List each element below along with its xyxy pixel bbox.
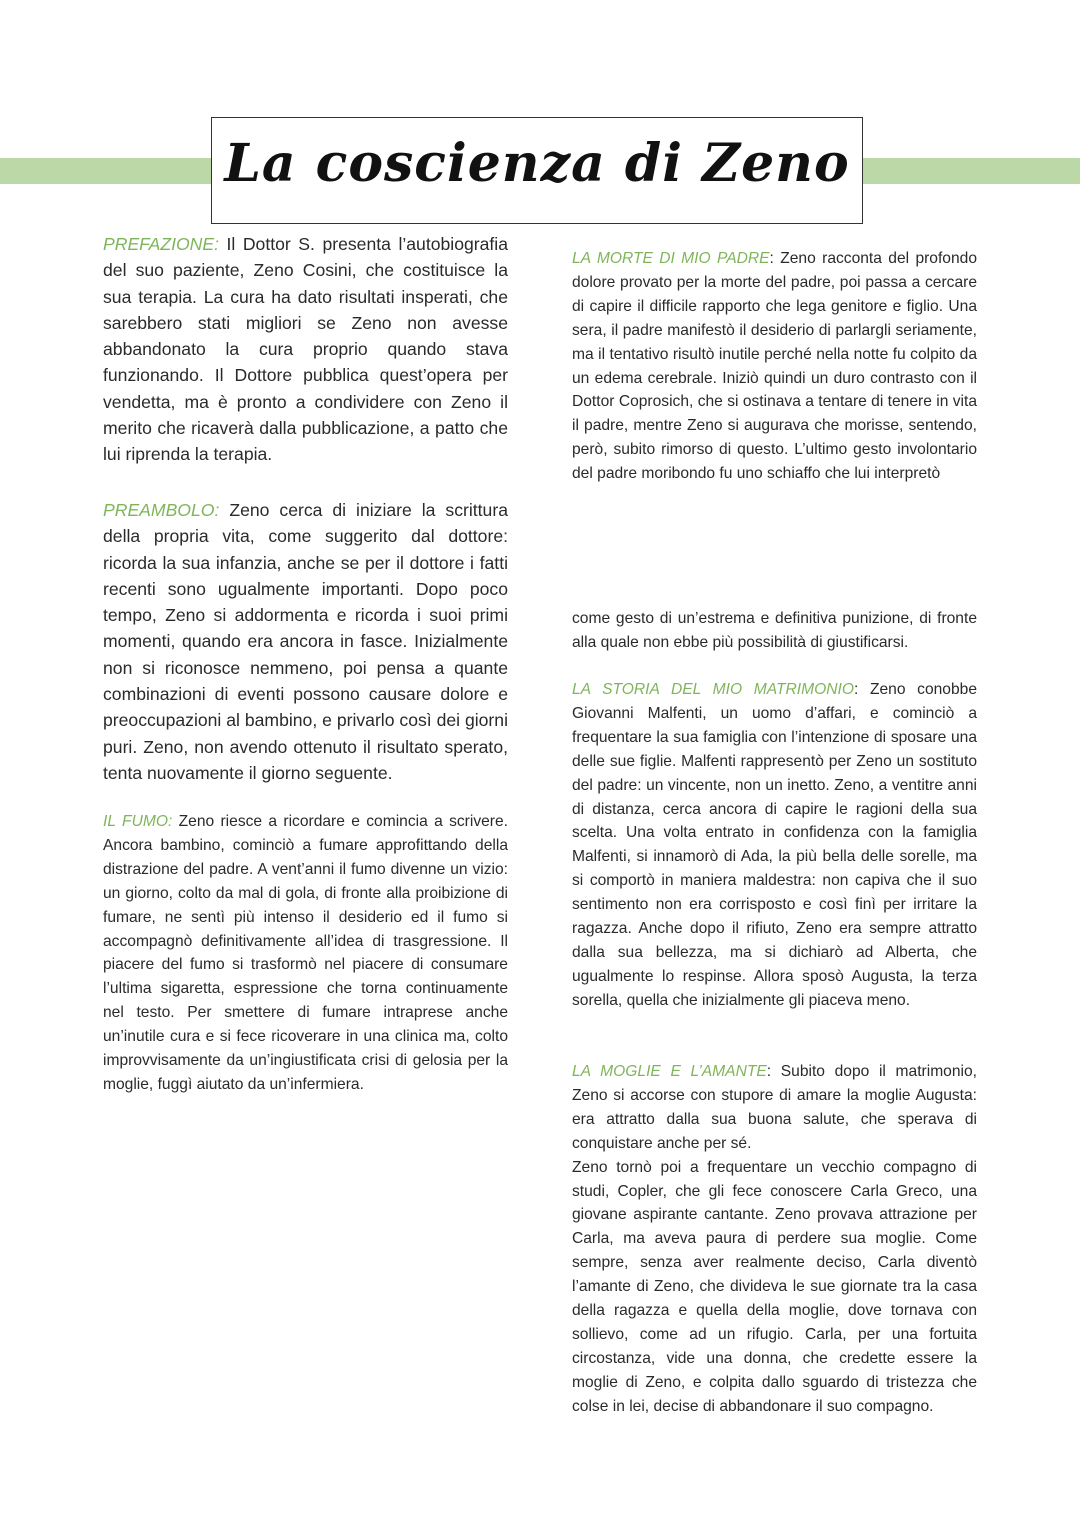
section-text2-moglie-amante: Zeno tornò poi a frequentare un vecchio compagno di studi, Copler, che gli fece conoscere Carla Greco, una giovane aspirante cantante. Zeno provava attrazione per Carla, ma aveva paura di perdere sua moglie. Come sempre, senza aver realmente deciso, Carla diventò l’amante di Zeno, che divideva le sue giornate tra la casa della ragazza e quella della moglie, dove tornava con sollievo, come ad un rifugio. Carla, per una fortuita circostanza, vide una donna, che credette essere la moglie di Zeno, e colpita dallo sguardo di tristezza che colse in lei, decise di abbandonare il suo compagno.: [572, 1158, 977, 1415]
section-matrimonio: [572, 678, 977, 1013]
section-heading-moglie-amante: LA MOGLIE E L’AMANTE: [572, 1063, 767, 1080]
section-heading-prefazione: PREFAZIONE:: [103, 234, 219, 254]
section-text-prefazione: Il Dottor S. presenta l’autobiografia del suo paziente, Zeno Cosini, che costituisce la sua terapia. La cura ha dato risultati insperati, che sarebbero stati migliori se Zeno non avesse abbandonato la cura proprio quando stava funzionando. Il Dottore pubblica quest’opera per vendetta, ma è pronto a condividere con Zeno il merito che ricaverà dalla pubblicazione, a patto che lui riprenda la terapia.: [103, 234, 508, 465]
section-heading-fumo: IL FUMO:: [103, 813, 173, 830]
section-text-matrimonio: : Zeno conobbe Giovanni Malfenti, un uomo d’affari, e cominciò a frequentare la sua famiglia con l’intenzione di sposare una delle sue figlie. Malfenti rappresentò per Zeno un sostituto del padre: un vincente, non un inetto. Zeno, a ventitre anni di distanza, cerca ancora di capire le ragioni della sua scelta. Una volta entrato in confidenza con la famiglia Malfenti, si innamorò di Ada, la più bella delle sorelle, ma si comportò in maniera maldestra: non capiva che il suo sentimento non era corrisposto e così finì per irritare la ragazza. Anche dopo il rifiuto, Zeno era sempre attratto dalla sua bellezza, ma si dichiarò ad Alberta, che ugualmente lo respinse. Allora sposò Augusta, la terza sorella, quella che inizialmente gli piaceva meno.: [572, 681, 977, 1009]
section-text-moglie-amante: : Subito dopo il matrimonio, Zeno si accorse con stupore di amare la moglie Augusta: era attratto dalla sua buona salute, che sperava di conquistare anche per sé.: [572, 1063, 977, 1152]
section-text-fumo: Zeno riesce a ricordare e comincia a scrivere. Ancora bambino, cominciò a fumare approfittando della distrazione del padre. A vent’anni il fumo divenne un vizio: un giorno, colto da mal di gola, di fronte alla proibizione di fumare, ne sentì più intenso il desiderio ed il fumo si accompagnò definitivamente all’idea di trasgressione. Il piacere del fumo si trasformò nel piacere di consumare l’ultima sigaretta, espressione che torna continuamente nel testo. Per smettere di fumare intraprese anche un’inutile cura e si fece ricoverare in una clinica ma, colto improvvisamente da un’ingiustificata crisi di gelosia per la moglie, fuggì aiutato da un’infermiera.: [103, 813, 509, 1093]
section-morte-padre: [572, 247, 977, 486]
section-heading-matrimonio: LA STORIA DEL MIO MATRIMONIO: [572, 681, 854, 698]
section-text-morte-padre: : Zeno racconta del profondo dolore provato per la morte del padre, poi passa a cercare di capire il difficile rapporto che lega genitore e figlio. Una sera, il padre manifestò il desiderio di parlargli seriamente, ma il tentativo risultò inutile perché nella notte fu colpito da un edema cerebrale. Iniziò quindi un duro contrasto con il Dottor Coprosich, che si ostinava a tentare di tenere in vita il padre, mentre Zeno si augurava che morisse, sentendo, però, subito rimorso di questo. L’ultimo gesto involontario del padre moribondo fu uno schiaffo che lui interpretò: [572, 250, 978, 483]
section-heading-preambolo: PREAMBOLO:: [103, 500, 220, 520]
section-text-preambolo: Zeno cerca di iniziare la scrittura della propria vita, come suggerito dal dottore: ricorda la sua infanzia, anche se per il dottore i fatti recenti sono ugualmente importanti. Dopo poco tempo, Zeno si addormenta e ricorda i suoi primi momenti, quando era ancora in fasce. Inizialmente non si riconosce nemmeno, poi pensa a quante combinazioni di eventi possono causare dolore e preoccupazioni al bambino, e privarlo così dei giorni puri. Zeno, non avendo ottenuto il risultato sperato, tenta nuovamente il giorno seguente.: [103, 500, 508, 783]
section-prefazione: [103, 231, 508, 468]
section-preambolo: [103, 497, 508, 786]
page-title: La coscienza di Zeno: [224, 133, 850, 194]
section-heading-morte-padre: LA MORTE DI MIO PADRE: [572, 250, 770, 267]
section-moglie-amante: [572, 1060, 977, 1419]
section-continuation-morte-padre: come gesto di un’estrema e definitiva punizione, di fronte alla quale non ebbe più possibilità di giustificarsi.: [572, 610, 977, 651]
title-box: [211, 117, 863, 224]
section-fumo: [103, 810, 508, 1097]
